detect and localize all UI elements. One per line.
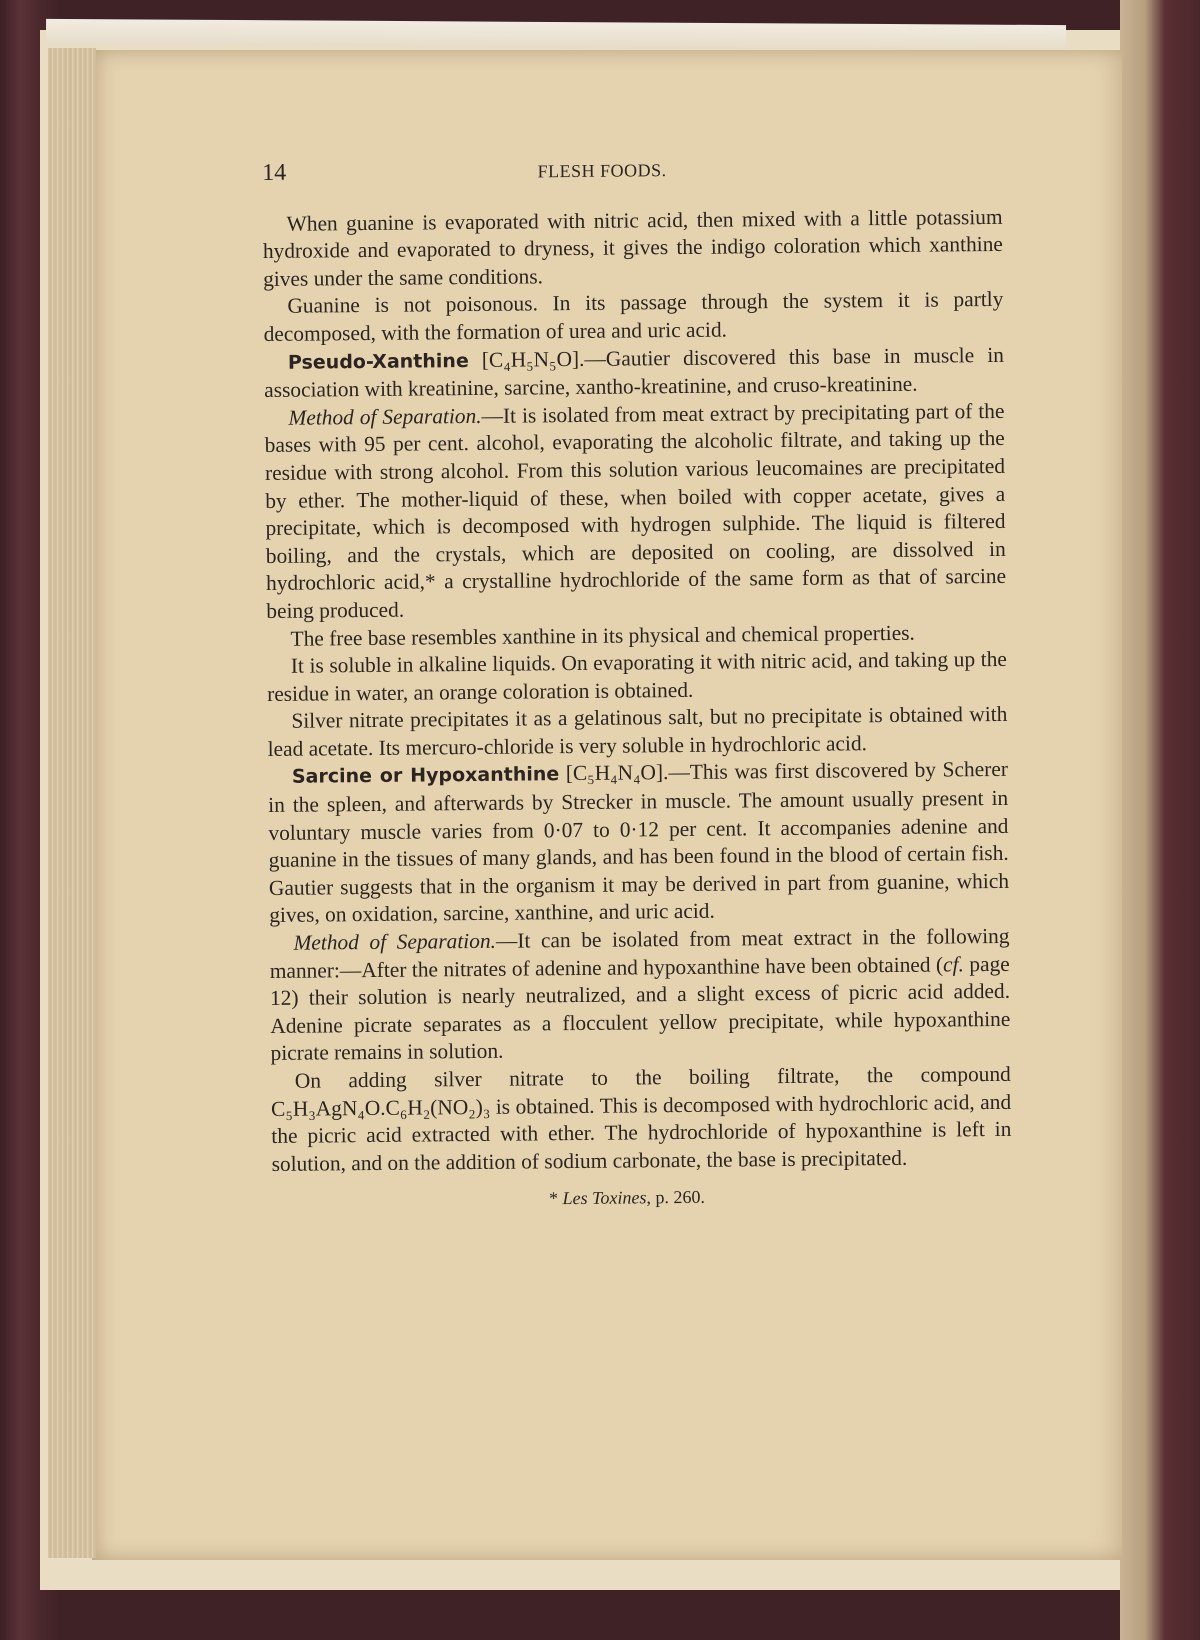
- footnote-title: Les Toxines: [562, 1187, 647, 1209]
- paragraph: [264, 398, 1006, 626]
- book-cover-edge: [1120, 0, 1200, 1640]
- page-number: 14: [262, 159, 287, 186]
- paragraph: [269, 923, 1010, 1068]
- paragraph: Silver nitrate precipitates it as a gelatinous salt, but no precipitate is obtained with lead acetate. Its mercuro-chloride is very soluble in hydrochloric acid.: [267, 702, 1008, 761]
- paragraph-text: page 12) their solution is nearly neutralized, and a slight excess of picric acid added. Adenine picrate separates as a flocculent yellow precipitate, while hypoxanthine picrate remains in solution.: [269, 951, 1011, 1066]
- paragraph-text: is obtained. This is decomposed with hydrochloric acid, and the picric acid extracted with ether. The hydrochloride of hypoxanthine is left in solution, and on the addition of sodium carbonate, the base is precipitated.: [271, 1089, 1012, 1176]
- paragraph: [271, 1061, 1012, 1178]
- paragraph: The free base resembles xanthine in its physical and chemical properties.: [290, 620, 915, 651]
- page-text: [262, 153, 1012, 1216]
- paragraph: Guanine is not poisonous. In its passage through the system it is partly decomposed, with the formation of urea and uric acid.: [263, 287, 1004, 346]
- page-stack-edges: [48, 48, 96, 1558]
- paragraph-text: —It is isolated from meat extract by precipitating part of the bases with 95 per cent. alcohol, evaporating the alcoholic filtrate, and taking up the residue with strong alcohol. From this solution various leucomaines are precipitated by ether. The mother-liquid of these, when boiled with copper acetate, gives a precipitate, which is decomposed with hydrogen sulphide. The liquid is filtered boiling, and the crystals, which are deposited on cooling, are dissolved in hydrochloric acid,* a crystalline hydrochloride of the same form as that of sarcine being produced.: [264, 398, 1007, 623]
- section-term: Sarcine or Hypoxanthine: [291, 763, 560, 789]
- footnote-rest: , p. 260.: [646, 1187, 705, 1208]
- chemical-formula: C₅H₃AgN₄O.C₆H₂(NO₂)₃: [270, 1094, 491, 1121]
- footnote-marker: *: [548, 1188, 563, 1209]
- paragraph: When guanine is evaporated with nitric acid, then mixed with a little potassium hydroxide and evaporated to dryness, it gives the indigo coloration which xanthine gives under the same conditions.: [262, 204, 1003, 291]
- section-term: Pseudo-Xanthine: [287, 349, 469, 374]
- running-head: FLESH FOODS.: [537, 160, 667, 182]
- chemical-formula: [C₅H₄N₄O].: [565, 760, 669, 786]
- cf-abbrev: cf.: [942, 951, 965, 977]
- paragraph: [268, 756, 1010, 930]
- paragraph-text: —Gautier discovered this base in muscle in association with kreatinine, sarcine, xantho-kreatinine, and cruso-kreatinine.: [264, 342, 1005, 403]
- paragraph: It is soluble in alkaline liquids. On evaporating it with nitric acid, and taking up the residue in water, an orange coloration is obtained.: [267, 646, 1007, 706]
- paragraph-text: —It can be isolated from meat extract in the following manner:—After the nitrates of adenine and hypoxanthine have been obtained (: [269, 923, 1010, 983]
- page-header: [262, 153, 1002, 189]
- paragraph-text: On adding silver nitrate to the boiling filtrate, the compound: [294, 1061, 1011, 1093]
- paragraph-lead: Method of Separation.: [293, 928, 497, 955]
- paragraph: [264, 341, 1005, 404]
- chemical-formula: [C₄H₅N₅O].: [481, 346, 585, 372]
- paragraph-text: —This was first discovered by Scherer in the spleen, and afterwards by Strecker in muscle. The amount usually present in voluntary muscle varies from 0·07 to 0·12 per cent. It accompanies adenine and guanine in the tissues of many glands, and has been found in the blood of certain fish. Gautier suggests that in the organism it may be derived in part from guanine, which gives, on oxidation, sarcine, xanthine, and uric acid.: [268, 757, 1010, 928]
- paragraph-lead: Method of Separation.: [288, 403, 482, 430]
